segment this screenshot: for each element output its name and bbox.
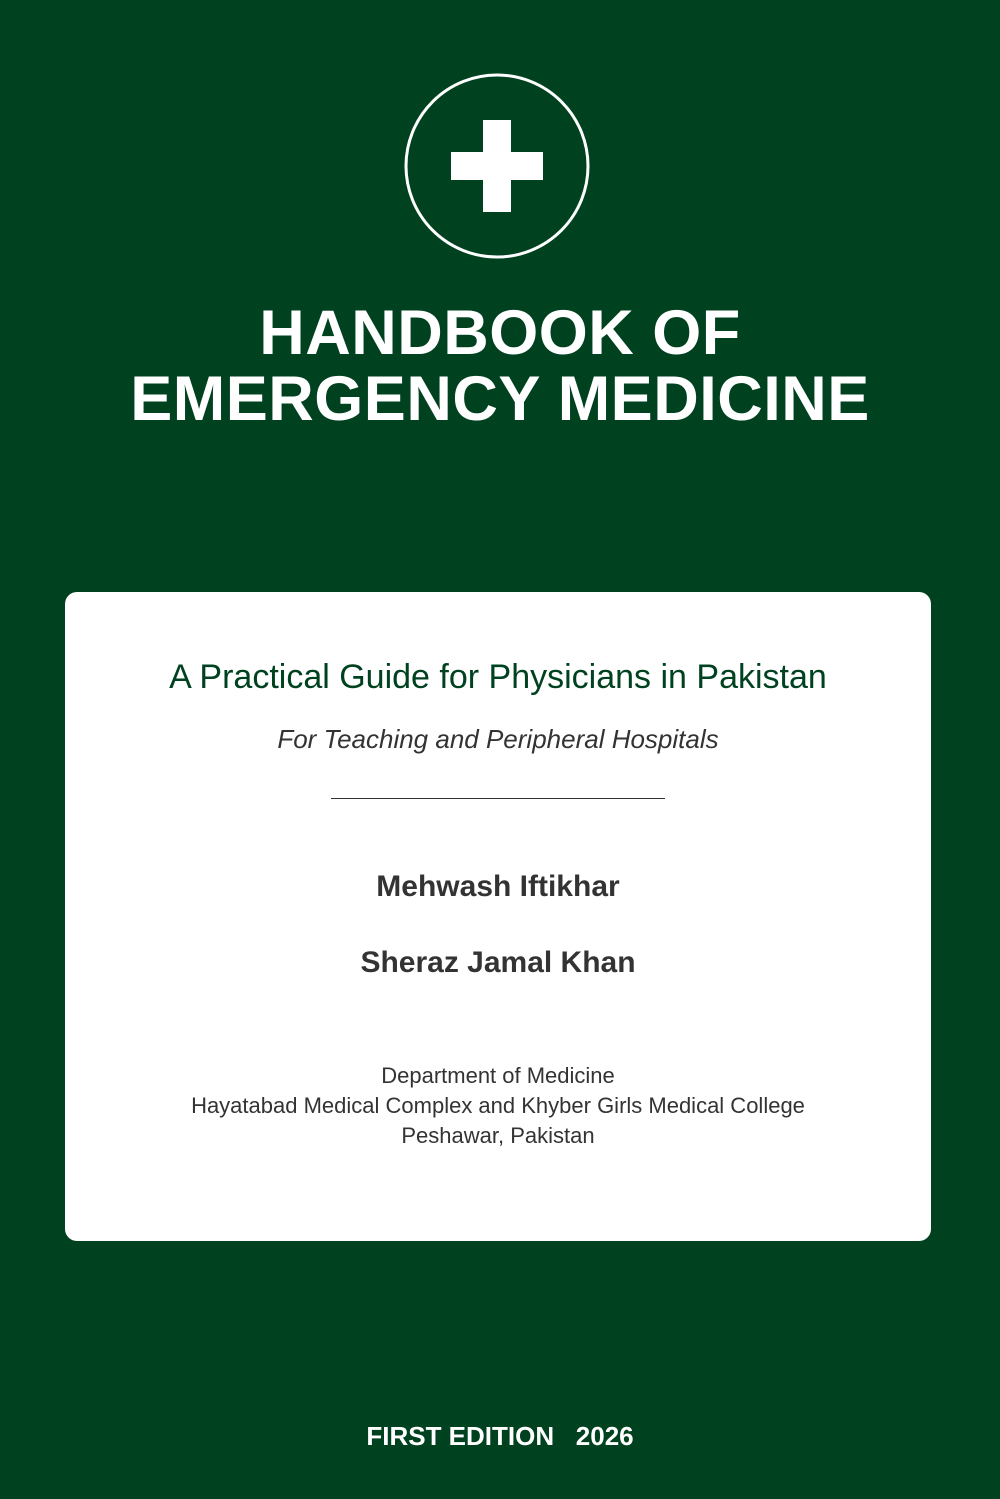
author-name-1: Mehwash Iftikhar xyxy=(376,870,620,903)
book-tagline: For Teaching and Peripheral Hospitals xyxy=(277,724,719,754)
title-line-2: EMERGENCY MEDICINE xyxy=(130,364,870,434)
affiliation-location: Peshawar, Pakistan xyxy=(401,1123,595,1148)
title-line-1: HANDBOOK OF xyxy=(259,298,741,368)
medical-cross-icon xyxy=(404,73,590,259)
affiliation-institution: Hayatabad Medical Complex and Khyber Girls Medical College xyxy=(191,1093,805,1118)
edition-label: FIRST EDITION xyxy=(366,1421,555,1451)
affiliation-department: Department of Medicine xyxy=(381,1063,615,1088)
edition-year: 2026 xyxy=(575,1421,634,1451)
divider-line xyxy=(331,798,665,799)
edition-line xyxy=(0,1419,1000,1453)
book-subtitle: A Practical Guide for Physicians in Pakistan xyxy=(169,658,827,696)
author-name-2: Sheraz Jamal Khan xyxy=(360,946,636,979)
book-title xyxy=(0,300,1000,432)
info-card xyxy=(65,592,931,1241)
